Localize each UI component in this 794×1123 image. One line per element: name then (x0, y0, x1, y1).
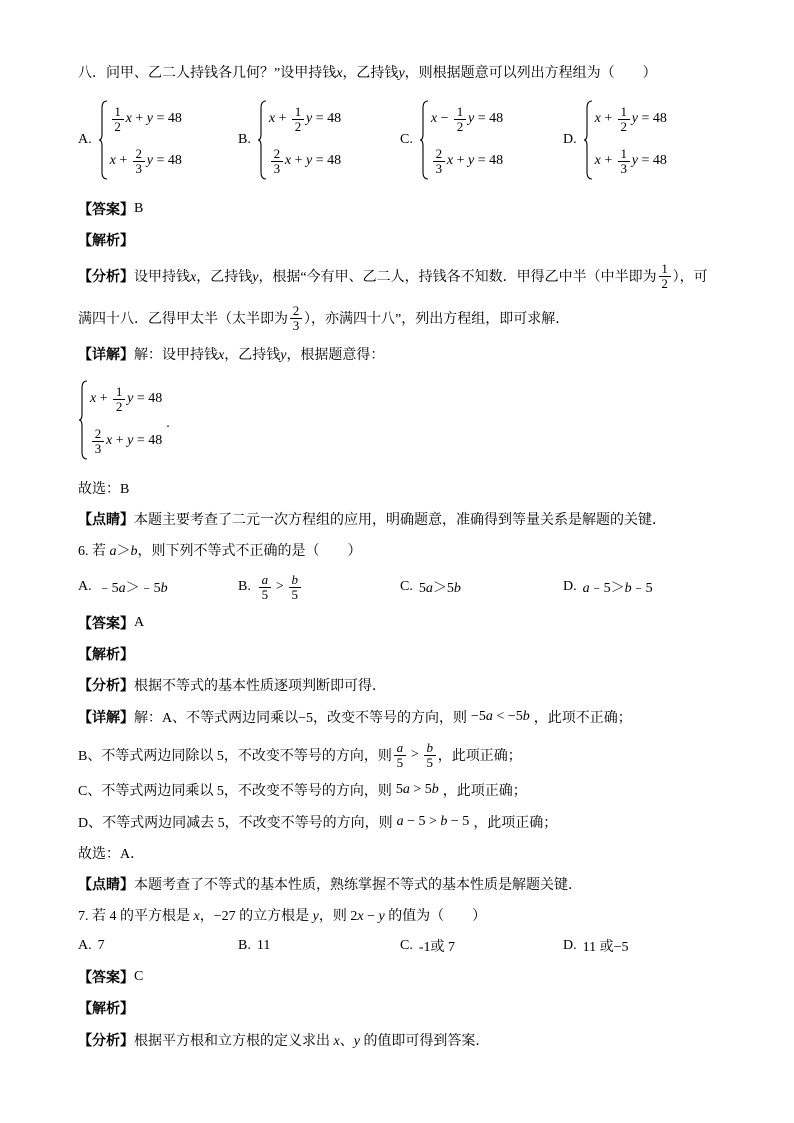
comment-label: 【点睛】 (78, 513, 134, 528)
detail-text: B、不等式两边同除以 5，不改变不等号的方向，则 (78, 749, 392, 764)
system-end-period: . (166, 416, 170, 431)
left-brace (257, 100, 267, 180)
q6-option-b (238, 570, 303, 604)
fraction (133, 147, 145, 176)
fraction (454, 105, 466, 134)
eq-post: y = 48 (146, 153, 182, 168)
q6-detail-c (78, 773, 527, 807)
eq-post: y = 48 (467, 111, 504, 126)
q5-analysis-line-2 (78, 301, 569, 335)
numerator: 1 (113, 385, 125, 400)
detail-text: ，此项正确； (437, 749, 522, 764)
numerator: a (259, 573, 271, 588)
q6-option-c (400, 570, 461, 604)
question-stem: 6. 若 a＞b，则下列不等式不正确的是（ ） (78, 544, 362, 559)
detail-text: C、不等式两边同乘以 5，不改变不等号的方向，则 (78, 784, 392, 799)
option-value: a﹣5＞b﹣5 (582, 581, 653, 596)
detail-text: 解：A、不等式两边同乘以−5，改变不等号的方向，则 (134, 711, 468, 726)
greater-than-sign: > (410, 747, 419, 762)
eq-pre: x + (594, 153, 616, 168)
numerator: 1 (618, 147, 630, 162)
numerator: 2 (433, 147, 445, 162)
option-value: -1或 7 (418, 940, 456, 955)
answer-label: 【答案】 (78, 617, 134, 632)
q5-option-b (238, 98, 341, 182)
q5-option-c (400, 98, 503, 182)
q5-jiexi (78, 223, 134, 257)
numerator: b (289, 573, 301, 588)
analysis-label: 【分析】 (78, 270, 134, 285)
equation-2 (110, 143, 182, 179)
q5-comment (78, 502, 666, 536)
q5-analysis-line-1 (78, 259, 708, 293)
numerator: 2 (271, 147, 283, 162)
detail-label: 【详解】 (78, 348, 134, 363)
left-brace (419, 100, 429, 180)
fraction (292, 105, 304, 134)
denominator: 2 (115, 398, 123, 414)
greater-than-sign: > (275, 579, 284, 594)
q7-jiexi (78, 991, 134, 1025)
fraction (659, 262, 671, 291)
answer-value: A (134, 615, 145, 630)
equation-system (110, 101, 182, 179)
q6-options (78, 570, 718, 604)
denominator: 5 (426, 754, 433, 770)
numerator: 1 (112, 105, 124, 120)
eq-post: y = 48 (631, 111, 667, 126)
option-label: D. (563, 132, 577, 147)
fraction (271, 147, 283, 176)
analysis-text: 根据不等式的基本性质逐项判断即可得． (134, 679, 386, 694)
eq-pre: x − (430, 111, 452, 126)
comment-text: 本题考查了不等式的基本性质，熟练掌握不等式的基本性质是解题关键． (134, 878, 582, 893)
option-label: B. (238, 132, 251, 147)
fraction (112, 105, 124, 134)
detail-text: 解：设甲持钱x，乙持钱y，根据题意得： (134, 348, 385, 363)
eq-pre: x + (90, 391, 112, 406)
fraction (433, 147, 445, 176)
denominator: 2 (456, 118, 464, 134)
left-brace (78, 380, 88, 460)
eq-pre: x + (109, 153, 131, 168)
option-label: A. (78, 132, 92, 147)
q6-detail-d (78, 805, 557, 839)
analysis-text: ），可 (672, 270, 708, 285)
equation-system (595, 101, 667, 179)
answer-label: 【答案】 (78, 971, 134, 986)
detail-text: ，此项正确； (442, 784, 527, 799)
q5-option-a (78, 98, 182, 182)
option-value: 11 或−5 (582, 940, 629, 955)
numerator: 1 (659, 262, 671, 277)
option-value: 7 (97, 938, 105, 953)
option-label: B. (238, 938, 251, 953)
denominator: 3 (135, 160, 142, 176)
q6-detail-a (78, 700, 632, 734)
jiexi-label: 【解析】 (78, 234, 134, 249)
eq-post: x + y = 48 (446, 153, 504, 168)
option-label: C. (400, 132, 413, 147)
question-stem: 八．问甲、乙二人持钱各几何？”设甲持钱x，乙持钱y，则根据题意可以列出方程组为（ ） (78, 66, 657, 81)
comment-text: 本题主要考查了二元一次方程组的应用，明确题意，准确得到等量关系是解题的关键． (134, 513, 666, 528)
q5-answer (78, 192, 143, 226)
denominator: 2 (661, 275, 668, 291)
denominator: 2 (294, 118, 302, 134)
q6-option-a (78, 570, 168, 604)
jiexi-label: 【解析】 (78, 1002, 134, 1017)
equation-system (90, 381, 162, 459)
q5-detail-system (78, 378, 170, 462)
equation-1 (269, 101, 341, 137)
q5-option-d (563, 98, 667, 182)
option-label: C. (400, 938, 413, 953)
comment-label: 【点睛】 (78, 878, 134, 893)
fraction (289, 573, 301, 602)
eq-post: y = 48 (305, 111, 342, 126)
detail-math: a − 5 > b − 5 (396, 814, 470, 829)
fraction (394, 741, 406, 770)
q6-jiexi (78, 637, 134, 671)
equation-1 (595, 101, 667, 137)
answer-value: B (134, 201, 144, 216)
denominator: 2 (620, 118, 627, 134)
option-label: A. (78, 579, 92, 594)
numerator: 1 (454, 105, 466, 120)
q6-analysis (78, 668, 386, 702)
question-stem: 7. 若 4 的平方根是 x，−27 的立方根是 y，则 2x − y 的值为（ ） (78, 909, 487, 924)
equation-system (269, 101, 341, 179)
option-value: ﹣5a＞﹣5b (97, 581, 168, 596)
numerator: 1 (292, 105, 304, 120)
numerator: 1 (618, 105, 630, 120)
q6-comment (78, 867, 582, 901)
choose-text: 故选：B (78, 482, 130, 497)
q6-answer (78, 606, 144, 640)
eq-post: y = 48 (127, 391, 163, 406)
option-value: 11 (256, 938, 271, 953)
fraction (113, 385, 125, 414)
eq-post: y = 48 (631, 153, 667, 168)
option-value: 5a＞5b (418, 581, 461, 596)
eq-post: x + y = 48 (284, 153, 342, 168)
denominator: 5 (291, 586, 298, 602)
q7-analysis (78, 1023, 489, 1057)
eq-pre: x + (594, 111, 616, 126)
q6-detail-b (78, 738, 522, 772)
analysis-text: 设甲持钱x，乙持钱y，根据“今有甲、乙二人，持钱各不知数．甲得乙中半（中半即为 (134, 270, 657, 285)
q7-option-d (563, 929, 629, 963)
detail-text: D、不等式两边同减去 5，不改变不等号的方向，则 (78, 816, 393, 831)
equation-1 (110, 101, 182, 137)
denominator: 2 (114, 118, 121, 134)
option-label: B. (238, 579, 251, 594)
q7-answer (78, 960, 143, 994)
denominator: 3 (273, 160, 281, 176)
q5-detail (78, 337, 384, 371)
q7-option-b (238, 929, 270, 963)
numerator: 2 (92, 427, 104, 442)
q6-choose (78, 836, 144, 870)
analysis-text: ），亦满四十八”，列出方程组，即可求解． (304, 312, 570, 327)
fraction (259, 573, 271, 602)
numerator: b (424, 741, 436, 756)
eq-pre: x + (268, 111, 290, 126)
answer-label: 【答案】 (78, 203, 134, 218)
equation-system (431, 101, 503, 179)
q7-option-c (400, 929, 455, 963)
numerator: 2 (290, 304, 302, 319)
numerator: a (394, 741, 406, 756)
equation-2 (90, 423, 162, 459)
option-label: C. (400, 579, 413, 594)
q7-option-a (78, 929, 105, 963)
equation-2 (431, 143, 503, 179)
eq-post: x + y = 48 (106, 433, 163, 448)
q6-option-d (563, 570, 653, 604)
detail-text: ，此项不正确； (533, 711, 632, 726)
q6-stem (78, 533, 362, 567)
option-label: D. (563, 579, 577, 594)
denominator: 3 (94, 440, 102, 456)
equation-2 (595, 143, 667, 179)
fraction (424, 741, 436, 770)
left-brace (583, 100, 593, 180)
denominator: 3 (292, 317, 300, 333)
fraction (618, 105, 630, 134)
detail-text: ，此项正确； (473, 816, 558, 831)
analysis-text: 根据平方根和立方根的定义求出 x、y 的值即可得到答案． (134, 1034, 490, 1049)
option-label: D. (563, 938, 577, 953)
eq-post: x + y = 48 (125, 111, 182, 126)
jiexi-label: 【解析】 (78, 648, 134, 663)
denominator: 5 (261, 586, 269, 602)
numerator: 2 (133, 147, 145, 162)
denominator: 3 (620, 160, 627, 176)
detail-label: 【详解】 (78, 711, 134, 726)
q5-choose (78, 471, 129, 505)
denominator: 5 (396, 754, 404, 770)
q7-stem (78, 898, 486, 932)
denominator: 3 (435, 160, 443, 176)
equation-2 (269, 143, 341, 179)
choose-text: 故选：A． (78, 847, 145, 862)
fraction (618, 147, 630, 176)
left-brace (98, 100, 108, 180)
analysis-label: 【分析】 (78, 1034, 134, 1049)
equation-1 (90, 381, 162, 417)
option-label: A. (78, 938, 92, 953)
answer-value: C (134, 969, 144, 984)
detail-math: 5a > 5b (395, 782, 439, 797)
analysis-label: 【分析】 (78, 679, 134, 694)
fraction (290, 304, 302, 333)
detail-math: −5a < −5b (471, 709, 530, 724)
fraction (92, 427, 104, 456)
equation-1 (431, 101, 503, 137)
q5-stem (78, 55, 657, 89)
analysis-text: 满四十八．乙得甲太半（太半即为 (78, 312, 288, 327)
q7-options (78, 929, 718, 963)
